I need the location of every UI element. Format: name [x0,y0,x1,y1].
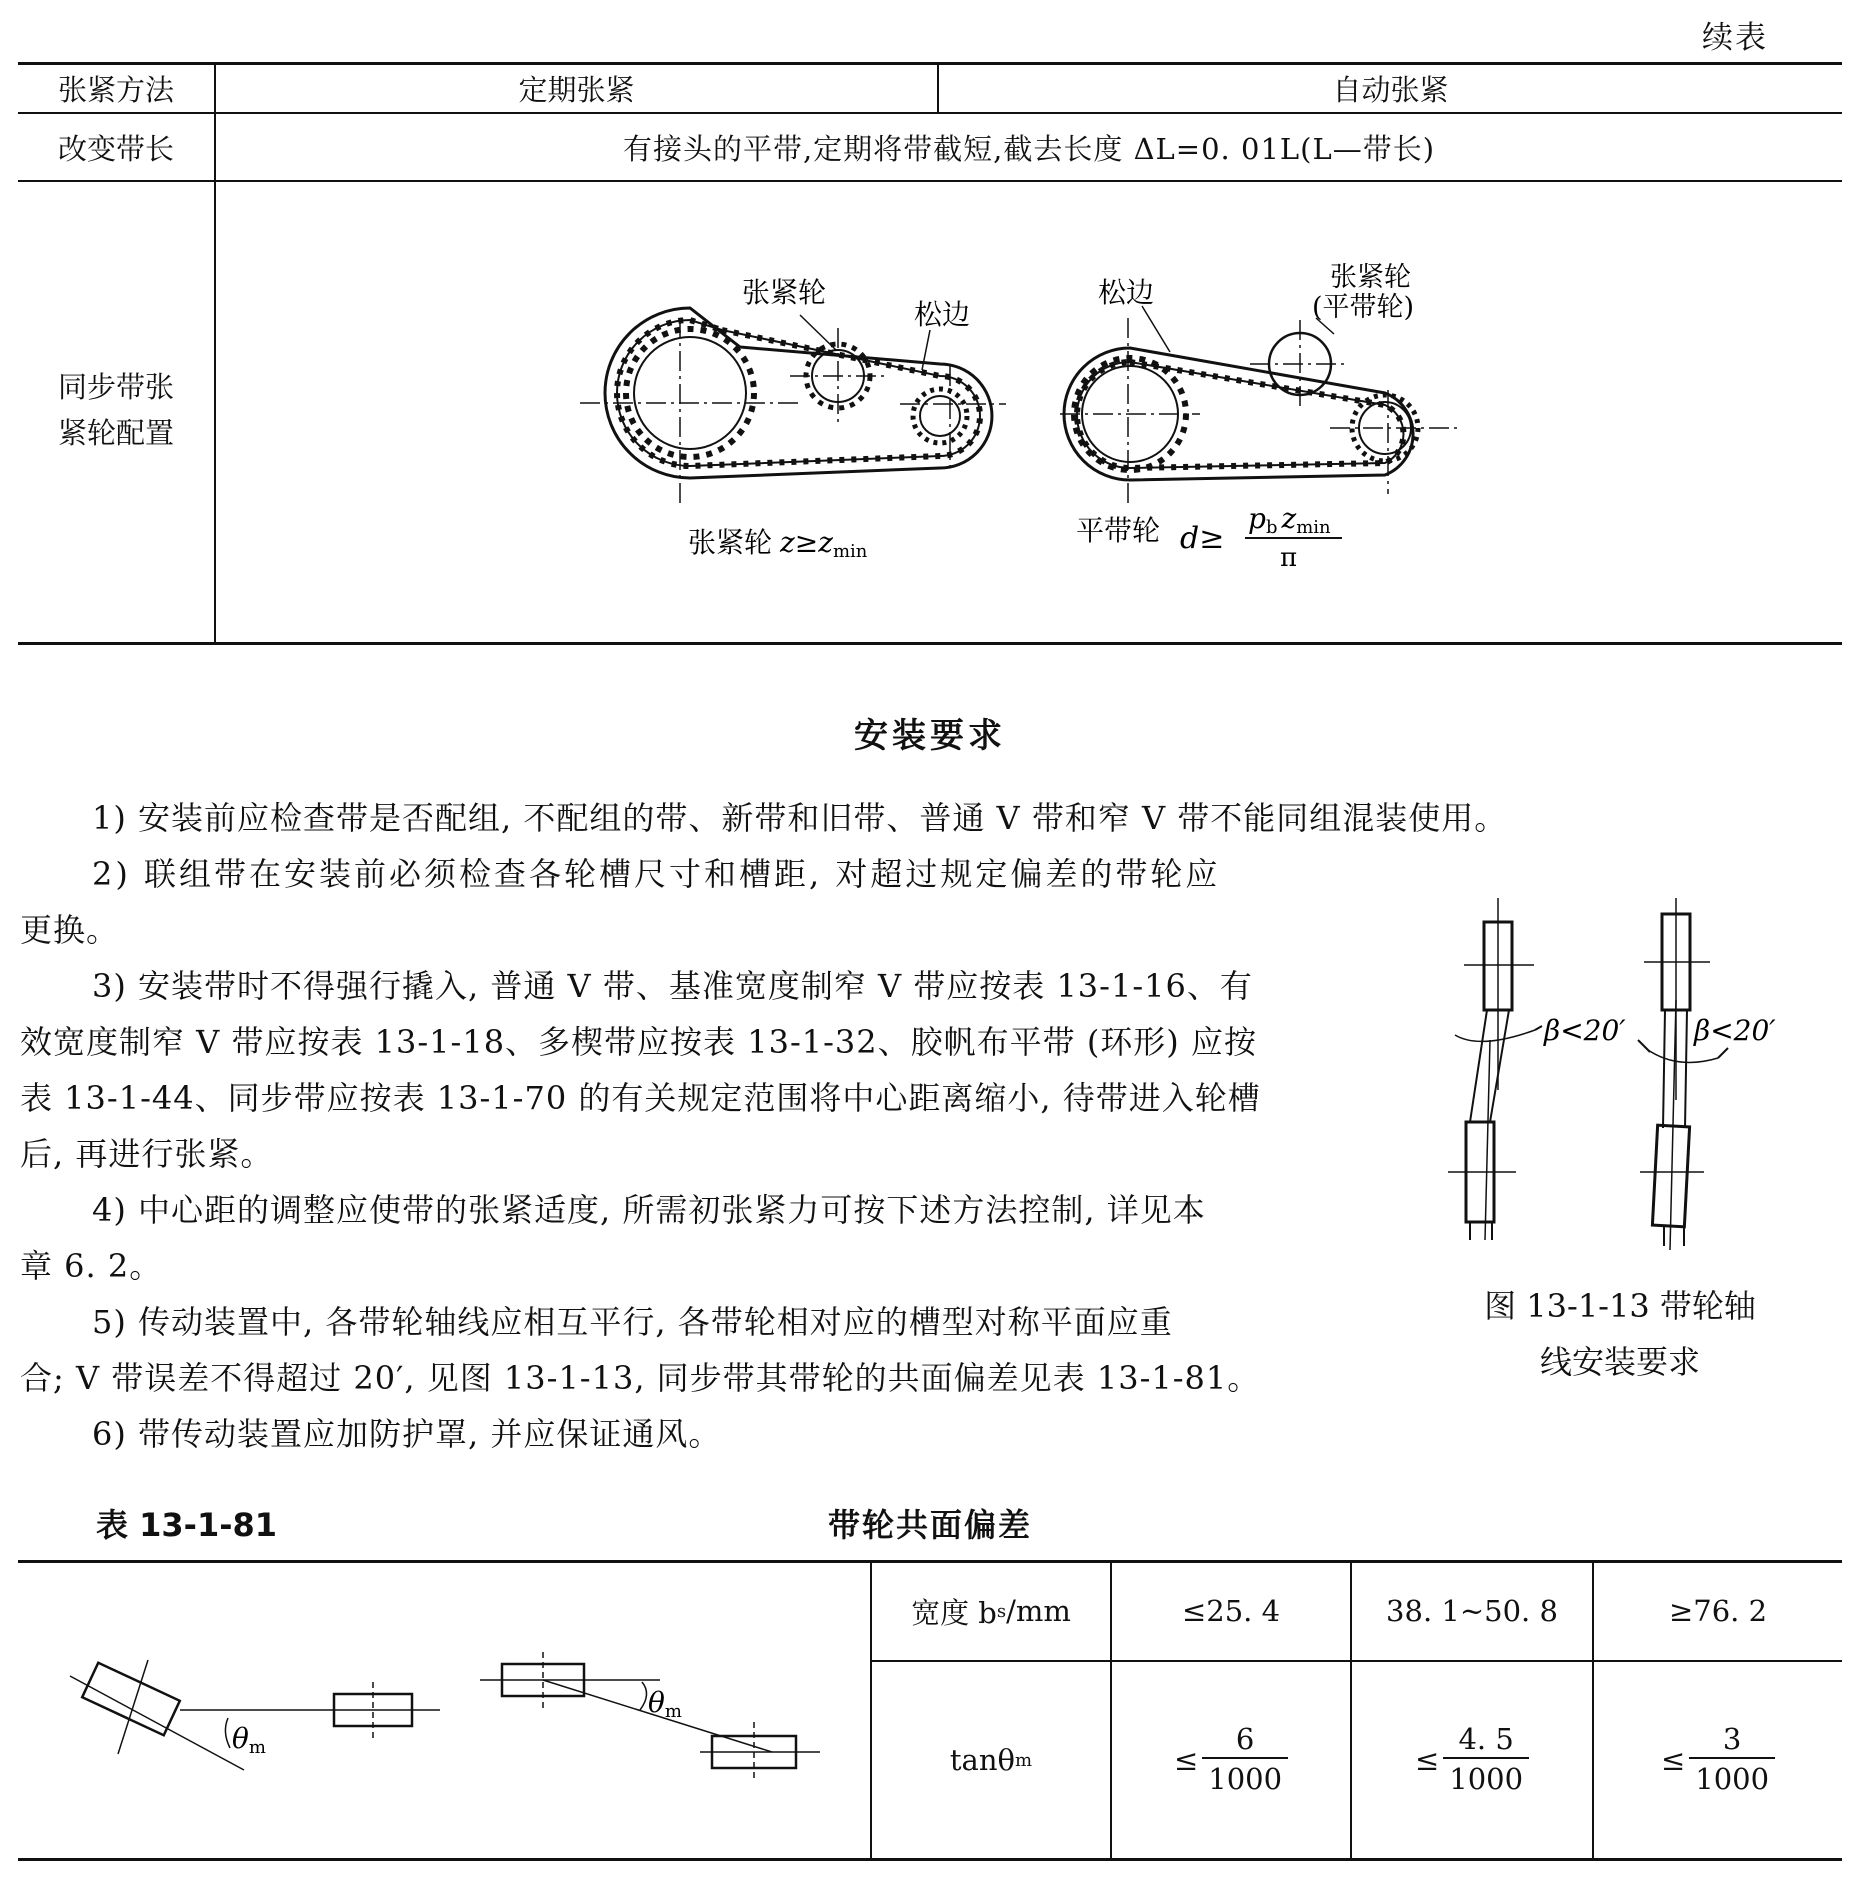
slack-side-label-left: 松边 [914,298,971,331]
flat-pulley-formula-num: pb zmin [1248,502,1331,538]
table-title: 带轮共面偏差 [827,1506,1032,1544]
paragraph-1-line-1: 1) 安装前应检查带是否配组, 不配组的带、新带和旧带、普通 V 带和窄 V 带不能同组混装使用。 [92,799,1508,837]
paragraph-5 [20,1294,1260,1406]
paragraph-3-line-2: 效宽度制窄 V 带应按表 13-1-18、多楔带应按表 13-1-32、胶帆布平带 (环形) 应按 [20,1023,1257,1061]
tan-theta-label: tanθ m [949,1743,1033,1777]
header-periodic: 定期张紧 [518,72,635,107]
paragraph-3-line-4: 后, 再进行张紧。 [20,1135,274,1173]
flat-pulley-formula-lhs: d≥ [1180,521,1225,556]
tan-value-3: ≤ $\frac{3}{1000}$ [1594,1662,1842,1858]
sync-belt-diagrams [216,182,1836,640]
section-title: 安装要求 [854,716,1006,756]
flat-idler-label-line2: (平带轮) [1312,292,1415,323]
width-col-2: 38. 1~50. 8 [1386,1594,1558,1628]
angle-label-right: β<20′ [1694,1014,1776,1047]
paragraph-5-line-2: 合; V 带误差不得超过 20′, 见图 13-1-13, 同步带其带轮的共面偏差见表 13-1-81。 [20,1359,1261,1397]
width-col-3: ≥76. 2 [1668,1594,1768,1628]
slack-side-label-right: 松边 [1098,276,1155,309]
paragraph-6 [20,1406,721,1462]
paragraph-3-line-3: 表 13-1-44、同步带应按表 13-1-70 的有关规定范围将中心距离缩小, 待带进入轮槽 [20,1079,1261,1117]
flat-pulley-formula-den: π [1280,543,1298,573]
figure-caption-line-2: 线安装要求 [1539,1343,1700,1381]
paragraph-2-line-1: 2) 联组带在安装前必须检查各轮槽尺寸和槽距, 对超过规定偏差的带轮应 [92,855,1221,893]
row-content-length: 有接头的平带,定期将带截短,截去长度 ΔL=0. 01L(L—带长) [622,131,1436,166]
theta-label-left: θm [232,1722,266,1758]
header-auto: 自动张紧 [1332,72,1449,107]
paragraph-3-line-1: 3) 安装带时不得强行撬入, 普通 V 带、基准宽度制窄 V 带应按表 13-1-16、有 [92,967,1253,1005]
paragraph-6-line-1: 6) 带传动装置应加防护罩, 并应保证通风。 [92,1415,722,1453]
paragraph-1 [20,790,1507,846]
header-method: 张紧方法 [57,72,174,107]
paragraph-4 [20,1182,1206,1294]
flat-idler-label-line1: 张紧轮 [1330,262,1411,293]
row-label-length: 改变带长 [57,131,174,166]
width-header: 宽度 b s /mm [911,1594,1071,1630]
flat-pulley-formula-label: 平带轮 [1076,514,1161,547]
tan-value-1: ≤ $\frac{6}{1000}$ [1112,1662,1350,1858]
paragraph-2 [20,846,1220,958]
width-col-1: ≤25. 4 [1181,1594,1281,1628]
figure-caption [1430,1278,1810,1390]
table-number: 表 13-1-81 [96,1506,278,1544]
paragraph-4-line-1: 4) 中心距的调整应使带的张紧适度, 所需初张紧力可按下述方法控制, 详见本 [92,1191,1206,1229]
paragraph-4-line-2: 章 6. 2。 [20,1247,163,1285]
row-label-sync-line2: 紧轮配置 [57,416,174,450]
flat-pulley-tensioner-diagram [1060,262,1462,573]
paragraph-5-line-1: 5) 传动装置中, 各带轮轴线应相互平行, 各带轮相对应的槽型对称平面应重 [92,1303,1173,1341]
figure-caption-line-1: 图 13-1-13 带轮轴 [1484,1287,1756,1325]
row-label-sync [18,360,214,460]
paragraph-3 [20,958,1261,1182]
tan-value-2: ≤ $\frac{4. 5}{1000}$ [1352,1662,1592,1858]
row-label-sync-line1: 同步带张 [57,370,174,404]
idler-tensioner-diagram [580,276,1006,562]
continued-label: 续表 [1702,20,1768,56]
angle-label-left: β<20′ [1544,1014,1626,1047]
paragraph-2-line-2: 更换。 [20,911,120,949]
idler-label: 张紧轮 [742,276,827,309]
theta-label-right: θm [648,1686,682,1722]
coplanar-deviation-diagram [60,1600,840,1810]
pulley-axis-figure [1420,890,1820,1270]
idler-formula: 张紧轮 z≥zmin [688,526,868,562]
